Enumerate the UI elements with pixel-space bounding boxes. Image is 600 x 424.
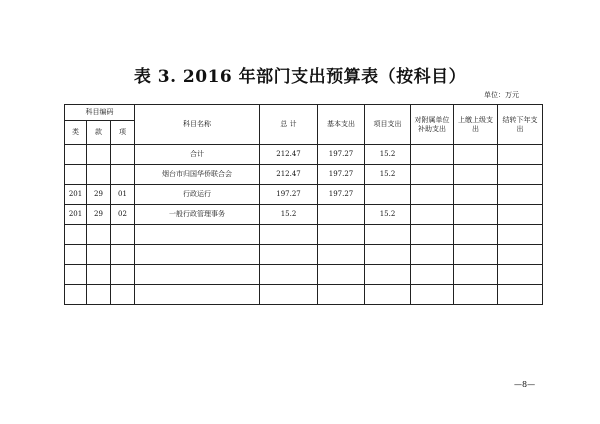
cell-basic xyxy=(318,205,365,225)
cell-name xyxy=(135,245,260,265)
cell-carry xyxy=(498,285,543,305)
cell-carry xyxy=(498,245,543,265)
cell-lei: 201 xyxy=(65,185,87,205)
cell-project xyxy=(365,285,411,305)
cell-xiang xyxy=(111,165,135,185)
cell-upper xyxy=(454,285,498,305)
cell-carry xyxy=(498,165,543,185)
cell-basic xyxy=(318,245,365,265)
cell-subsidy xyxy=(411,245,454,265)
header-xiang: 项 xyxy=(111,121,135,145)
cell-carry xyxy=(498,145,543,165)
cell-xiang xyxy=(111,225,135,245)
cell-subsidy xyxy=(411,205,454,225)
cell-kuan xyxy=(87,245,111,265)
cell-name: 烟台市归国华侨联合会 xyxy=(135,165,260,185)
cell-total xyxy=(260,225,318,245)
cell-project xyxy=(365,225,411,245)
cell-xiang xyxy=(111,145,135,165)
cell-lei xyxy=(65,265,87,285)
cell-upper xyxy=(454,205,498,225)
cell-basic: 197.27 xyxy=(318,165,365,185)
cell-basic xyxy=(318,225,365,245)
table-row xyxy=(65,205,543,225)
cell-lei xyxy=(65,225,87,245)
cell-total: 15.2 xyxy=(260,205,318,225)
page-number: —8— xyxy=(514,380,536,389)
table-row xyxy=(65,145,543,165)
header-name: 科目名称 xyxy=(135,105,260,145)
cell-name: 一般行政管理事务 xyxy=(135,205,260,225)
header-basic: 基本支出 xyxy=(318,105,365,145)
header-code-group: 科目编码 xyxy=(65,105,135,121)
cell-xiang xyxy=(111,245,135,265)
cell-carry xyxy=(498,265,543,285)
cell-kuan xyxy=(87,145,111,165)
cell-basic: 197.27 xyxy=(318,145,365,165)
header-subsidy: 对附属单位补助支出 xyxy=(411,105,454,145)
cell-kuan xyxy=(87,225,111,245)
cell-upper xyxy=(454,225,498,245)
cell-upper xyxy=(454,245,498,265)
cell-name xyxy=(135,265,260,285)
cell-total: 212.47 xyxy=(260,145,318,165)
table-row xyxy=(65,285,543,305)
cell-carry xyxy=(498,225,543,245)
cell-subsidy xyxy=(411,265,454,285)
page-title: 表 3. 2016 年部门支出预算表（按科目） xyxy=(133,67,467,87)
cell-total: 212.47 xyxy=(260,165,318,185)
header-project: 项目支出 xyxy=(365,105,411,145)
cell-name xyxy=(135,285,260,305)
cell-upper xyxy=(454,265,498,285)
cell-project: 15.2 xyxy=(365,145,411,165)
cell-carry xyxy=(498,185,543,205)
unit-label: 单位：万元 xyxy=(484,91,519,99)
budget-table xyxy=(64,104,543,305)
header-lei: 类 xyxy=(65,121,87,145)
cell-project xyxy=(365,265,411,285)
cell-name xyxy=(135,225,260,245)
cell-name: 合计 xyxy=(135,145,260,165)
table-row xyxy=(65,225,543,245)
cell-subsidy xyxy=(411,225,454,245)
header-row-1 xyxy=(65,105,543,121)
cell-lei xyxy=(65,285,87,305)
cell-total xyxy=(260,285,318,305)
cell-kuan xyxy=(87,265,111,285)
cell-project: 15.2 xyxy=(365,205,411,225)
header-total: 总 计 xyxy=(260,105,318,145)
cell-basic: 197.27 xyxy=(318,185,365,205)
cell-total xyxy=(260,265,318,285)
header-carry: 结转下年支出 xyxy=(498,105,543,145)
cell-kuan: 29 xyxy=(87,205,111,225)
cell-xiang xyxy=(111,265,135,285)
header-kuan: 款 xyxy=(87,121,111,145)
header-upper: 上缴上级支出 xyxy=(454,105,498,145)
cell-project: 15.2 xyxy=(365,165,411,185)
table-row xyxy=(65,165,543,185)
table-row xyxy=(65,185,543,205)
cell-xiang: 02 xyxy=(111,205,135,225)
cell-project xyxy=(365,185,411,205)
cell-basic xyxy=(318,285,365,305)
cell-subsidy xyxy=(411,185,454,205)
cell-name: 行政运行 xyxy=(135,185,260,205)
cell-total xyxy=(260,245,318,265)
cell-lei xyxy=(65,145,87,165)
cell-lei xyxy=(65,245,87,265)
cell-upper xyxy=(454,165,498,185)
cell-upper xyxy=(454,145,498,165)
cell-xiang xyxy=(111,285,135,305)
cell-upper xyxy=(454,185,498,205)
cell-subsidy xyxy=(411,285,454,305)
table-row xyxy=(65,245,543,265)
cell-subsidy xyxy=(411,145,454,165)
cell-xiang: 01 xyxy=(111,185,135,205)
cell-kuan xyxy=(87,165,111,185)
cell-carry xyxy=(498,205,543,225)
cell-lei: 201 xyxy=(65,205,87,225)
cell-total: 197.27 xyxy=(260,185,318,205)
table-row xyxy=(65,265,543,285)
cell-kuan xyxy=(87,285,111,305)
cell-basic xyxy=(318,265,365,285)
cell-kuan: 29 xyxy=(87,185,111,205)
cell-project xyxy=(365,245,411,265)
cell-subsidy xyxy=(411,165,454,185)
cell-lei xyxy=(65,165,87,185)
